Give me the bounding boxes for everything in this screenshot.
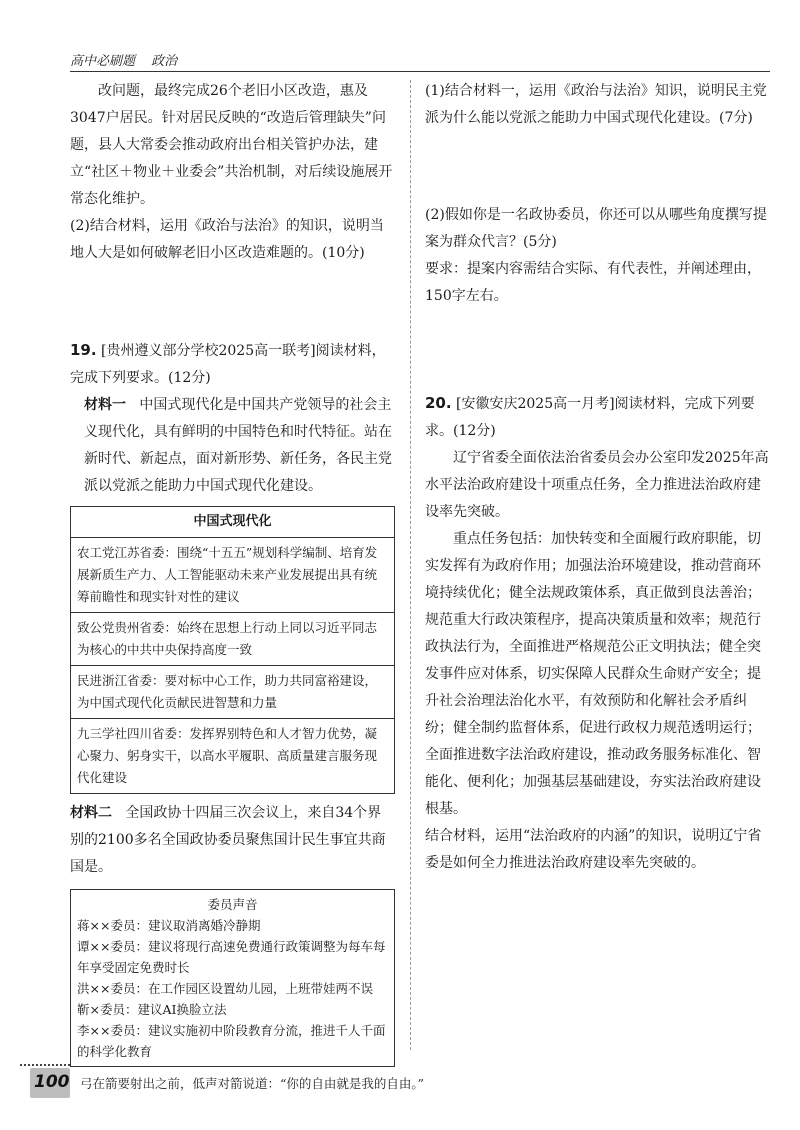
material-2-label: 材料二 [70,805,112,821]
voice-item: 靳×委员：建议AI换脸立法 [77,1002,227,1017]
table-row: 农工党江苏省委：围绕“十五五”规划科学编制、培育发展新质生产力、人工智能驱动未来产业发展提出具有统筹前瞻性和现实针对性的建议 [71,538,395,613]
q20-number: 20. [425,394,452,412]
q19-requirement: 要求：提案内容需结合实际、有代表性，并阐述理由，150字左右。 [425,261,761,304]
q18-subquestion-2: (2)结合材料，运用《政治与法治》的知识，说明当地人大是如何破解老旧小区改造难题的。(10分) [70,218,384,261]
voice-item: 李××委员：建议实施初中阶段教育分流，推进千人千面的科学化教育 [77,1023,386,1059]
page-header [70,50,770,72]
left-column [70,78,395,1067]
material-1 [70,392,395,500]
q20-paragraph-2: 重点任务包括：加快转变和全面履行政府职能，切实发挥有为政府作用；加强法治环境建设，推动营商环境持续优化；健全法规政策体系，真正做到良法善治；规范重大行政决策程序，提高决策质量和效率；规范行政执法行为，全面推进严格规范公正文明执法；健全突发事件应对体系，切实保障人民群众生命财产安全；提升社会治理法治化水平，有效预防和化解社会矛盾纠纷；健全制约监督体系，促进行政权力规范透明运行；全面推进数字法治政府建设，推动政务服务标准化、智能化、便利化；加强基层基础建设，夯实法治政府建设根基。 [425,531,761,817]
page-number: 100 [34,1072,70,1092]
table-row: 九三学社四川省委：发挥界别特色和人才智力优势，凝心聚力、躬身实干，以高水平履职、高质量建言服务现代化建设 [71,719,395,794]
table-row: 致公党贵州省委：始终在思想上行动上同以习近平同志为核心的中共中央保持高度一致 [71,613,395,666]
q20-task: 结合材料，运用“法治政府的内涵”的知识，说明辽宁省委是如何全力推进法治政府建设率先突破的。 [425,828,762,871]
committee-voices-box [70,889,395,1067]
subject-title: 政治 [151,54,178,69]
table-row: 民进浙江省委：要对标中心工作，助力共同富裕建设，为中国式现代化贡献民进智慧和力量 [71,666,395,719]
q18-continued-text: 改问题，最终完成26个老旧小区改造，惠及3047户居民。针对居民反映的“改造后管理缺失”问题，县人大常委会推动政府出台相关管护办法，建立“社区＋物业＋业委会”共治机制，对后续设施展开常态化维护。 [70,83,393,207]
voice-item: 洪××委员：在工作园区设置幼儿园，上班带娃两不误 [77,981,373,996]
voice-item: 蒋××委员：建议取消离婚冷静期 [77,918,261,933]
table-title: 中国式现代化 [71,507,395,538]
q19-intro: [贵州遵义部分学校2025高一联考]阅读材料，完成下列要求。(12分) [70,343,386,386]
q19-heading [70,337,395,392]
q20-heading [425,390,770,445]
material-2 [70,800,395,881]
material-2-text: 全国政协十四届三次会议上，来自34个界别的2100多名全国政协委员聚焦国计民生事宜共商国是。 [70,805,386,875]
right-column [425,78,770,877]
material-1-text: 中国式现代化是中国共产党领导的社会主义现代化，具有鲜明的中国特色和时代特征。站在新时代、新起点，面对新形势、新任务，各民主党派以党派之能助力中国式现代化建设。 [84,397,392,494]
q20-intro: [安徽安庆2025高一月考]阅读材料，完成下列要求。(12分) [425,396,755,439]
column-divider [410,80,411,1050]
q19-subquestion-2: (2)假如你是一名政协委员，你还可以从哪些角度撰写提案为群众代言？(5分) [425,207,767,250]
footer-quote: 弓在箭要射出之前，低声对箭说道：“你的自由就是我的自由。” [80,1076,425,1091]
material-1-label: 材料一 [84,397,126,413]
answer-space [70,267,395,337]
page-footer [20,1068,780,1108]
q20-paragraph-1: 辽宁省委全面依法治省委员会办公室印发2025年高水平法治政府建设十项重点任务，全力推进法治政府建设率先突破。 [425,450,769,520]
q19-number: 19. [70,341,97,359]
answer-space [425,132,770,202]
q19-subquestion-1: (1)结合材料一，运用《政治与法治》知识，说明民主党派为什么能以党派之能助力中国式现代化建设。(7分) [425,83,767,126]
voice-item: 谭××委员：建议将现行高速免费通行政策调整为每车每年享受固定免费时长 [77,939,386,975]
book-title: 高中必刷题 [70,54,136,69]
answer-space [425,310,770,390]
voices-title: 委员声音 [207,897,258,912]
modernization-table [70,506,395,794]
